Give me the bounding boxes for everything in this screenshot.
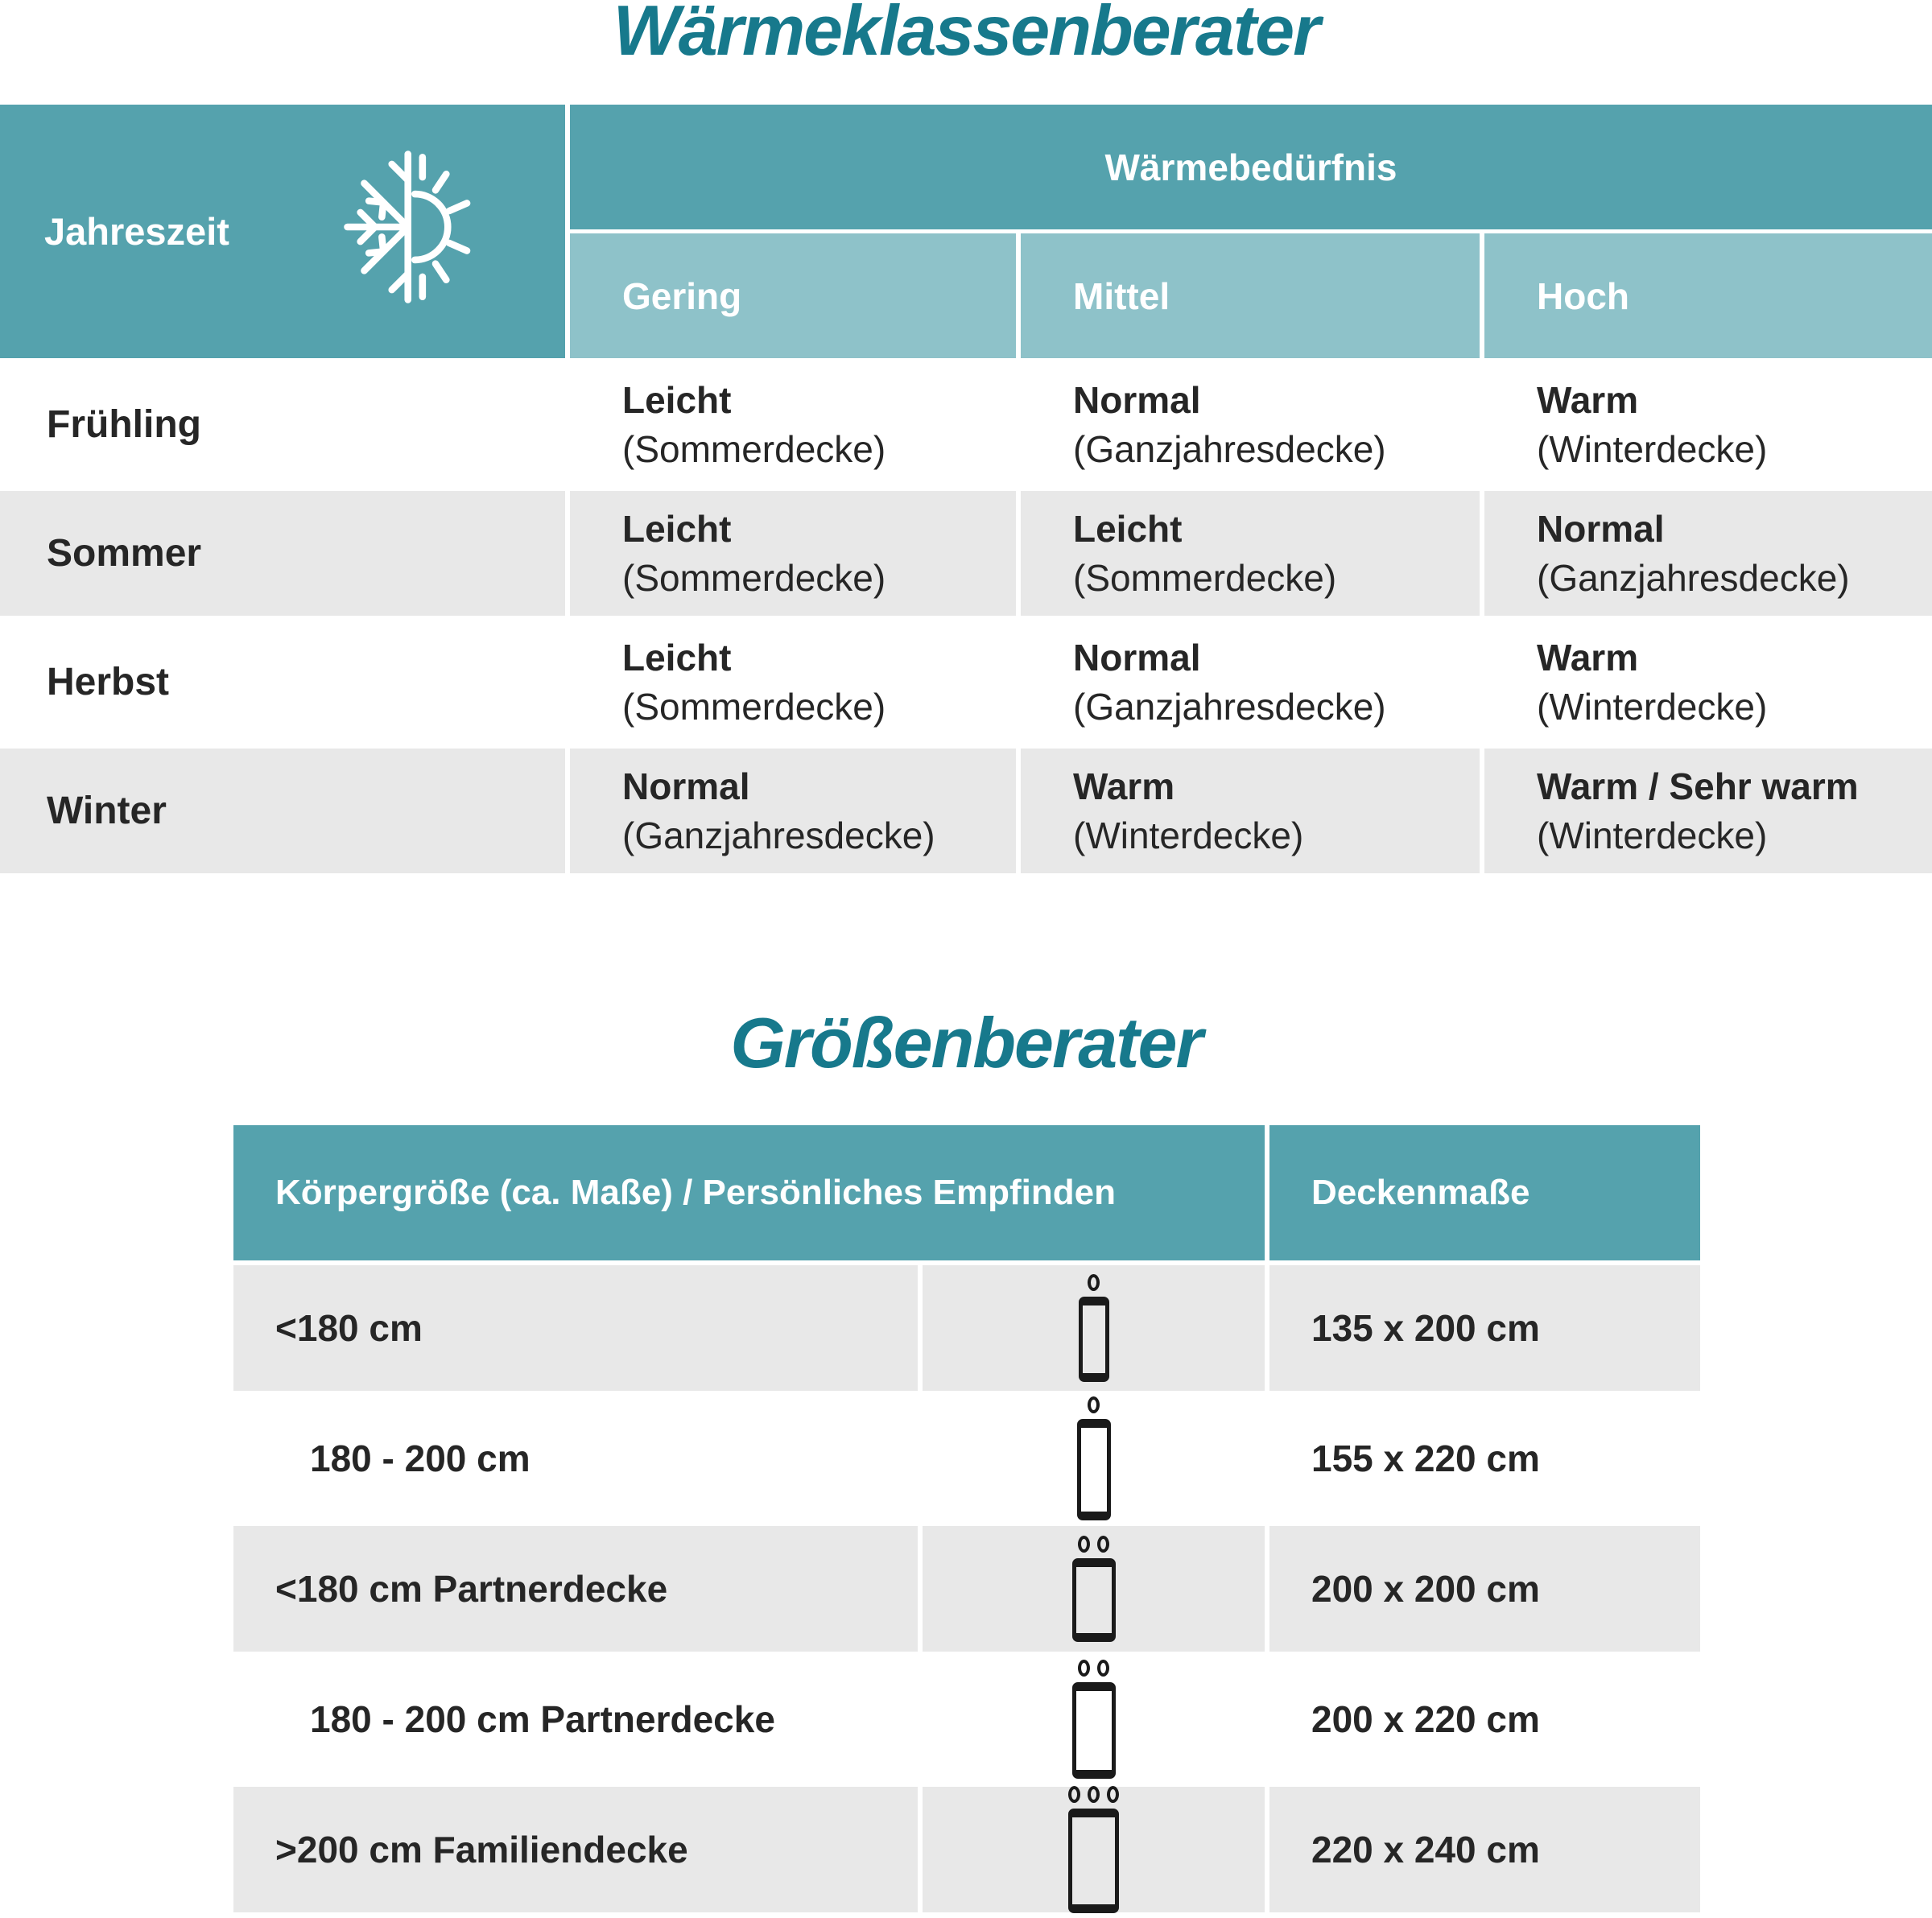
table-cell: [1484, 491, 1932, 616]
table-cell: [1021, 749, 1480, 873]
warmth-class: Leicht: [622, 378, 732, 421]
blanket-type: (Ganzjahresdecke): [622, 814, 935, 856]
season-header-label: Jahreszeit: [44, 210, 229, 253]
table-cell: [570, 491, 1016, 616]
blanket-size: 200 x 200 cm: [1269, 1526, 1700, 1652]
blanket-size: 220 x 240 cm: [1269, 1787, 1700, 1912]
warmth-class: Leicht: [622, 507, 732, 550]
warmth-class: Warm: [1537, 636, 1639, 679]
single-person-blanket-icon: [1077, 1396, 1111, 1520]
person-icon-cell: [923, 1265, 1265, 1391]
blanket-type: (Sommerdecke): [622, 427, 886, 470]
single-person-blanket-icon: [1079, 1274, 1109, 1382]
table-cell: [1484, 362, 1932, 487]
height-label: <180 cm Partnerdecke: [233, 1526, 918, 1652]
warmth-need-header: Wärmebedürfnis: [570, 105, 1932, 229]
blanket-type: (Sommerdecke): [1073, 556, 1337, 599]
table-cell: [570, 620, 1016, 745]
table-cell: [1484, 620, 1932, 745]
person-head-icon: [1097, 1536, 1109, 1553]
warmth-class: Normal: [1537, 507, 1665, 550]
blanket-size: 200 x 220 cm: [1269, 1656, 1700, 1782]
warmth-class: Warm: [1073, 765, 1175, 807]
two-person-blanket-icon: [1072, 1536, 1116, 1642]
blanket-type: (Sommerdecke): [622, 556, 886, 599]
snowflake-sun-icon: [332, 146, 491, 316]
blanket-type: (Ganzjahresdecke): [1073, 685, 1386, 728]
table-cell: [1484, 749, 1932, 873]
blanket-type: (Winterdecke): [1537, 427, 1768, 470]
warmth-class-table: [0, 105, 1932, 873]
warmth-class: Normal: [622, 765, 750, 807]
season-label: Frühling: [0, 362, 565, 487]
season-label: Sommer: [0, 491, 565, 616]
three-person-blanket-icon: [1068, 1786, 1119, 1913]
season-label: Herbst: [0, 620, 565, 745]
warmth-class: Leicht: [622, 636, 732, 679]
person-head-icon: [1078, 1660, 1090, 1677]
warmth-class: Leicht: [1073, 507, 1183, 550]
person-head-icon: [1107, 1786, 1119, 1803]
table-cell: [570, 362, 1016, 487]
warmth-class: Warm: [1537, 378, 1639, 421]
height-label: 180 - 200 cm Partnerdecke: [233, 1656, 918, 1782]
blanket-type: (Winterdecke): [1537, 685, 1768, 728]
blanket-shape: [1072, 1682, 1116, 1779]
column-header-hoch: Hoch: [1484, 233, 1932, 358]
height-label: <180 cm: [233, 1265, 918, 1391]
blanket-size: 155 x 220 cm: [1269, 1396, 1700, 1521]
person-head-icon: [1068, 1786, 1080, 1803]
blanket-shape: [1079, 1297, 1109, 1382]
body-height-header: Körpergröße (ca. Maße) / Persönliches Empfinden: [233, 1125, 1265, 1260]
person-head-icon: [1078, 1536, 1090, 1553]
column-header-mittel: Mittel: [1021, 233, 1480, 358]
person-icon-cell: [923, 1526, 1265, 1652]
person-icon-cell: [923, 1787, 1265, 1912]
season-label: Winter: [0, 749, 565, 873]
person-head-icon: [1097, 1660, 1109, 1677]
table-cell: [570, 749, 1016, 873]
blanket-type: (Sommerdecke): [622, 685, 886, 728]
blanket-type: (Ganzjahresdecke): [1073, 427, 1386, 470]
size-advisor-table: [233, 1125, 1700, 1912]
column-header-gering: Gering: [570, 233, 1016, 358]
person-head-icon: [1088, 1274, 1100, 1291]
blanket-size: 135 x 200 cm: [1269, 1265, 1700, 1391]
table-cell: [1021, 491, 1480, 616]
blanket-type: (Winterdecke): [1073, 814, 1304, 856]
warmth-class: Normal: [1073, 378, 1201, 421]
height-label: 180 - 200 cm: [233, 1396, 918, 1521]
person-head-icon: [1088, 1396, 1100, 1413]
season-header-cell: [0, 105, 565, 358]
table-cell: [1021, 620, 1480, 745]
warmth-class: Normal: [1073, 636, 1201, 679]
size-advisor-title: Größenberater: [730, 1003, 1202, 1083]
height-label: >200 cm Familiendecke: [233, 1787, 918, 1912]
blanket-shape: [1072, 1558, 1116, 1642]
blanket-type: (Ganzjahresdecke): [1537, 556, 1850, 599]
blanket-type: (Winterdecke): [1537, 814, 1768, 856]
warmth-class-title: Wärmeklassenberater: [613, 0, 1319, 70]
blanket-shape: [1068, 1809, 1119, 1913]
blanket-size-header: Deckenmaße: [1269, 1125, 1700, 1260]
person-head-icon: [1088, 1786, 1100, 1803]
warmth-class: Warm / Sehr warm: [1537, 765, 1859, 807]
two-person-blanket-icon: [1072, 1660, 1116, 1779]
person-icon-cell: [923, 1656, 1265, 1782]
blanket-shape: [1077, 1419, 1111, 1520]
table-cell: [1021, 362, 1480, 487]
person-icon-cell: [923, 1396, 1265, 1521]
